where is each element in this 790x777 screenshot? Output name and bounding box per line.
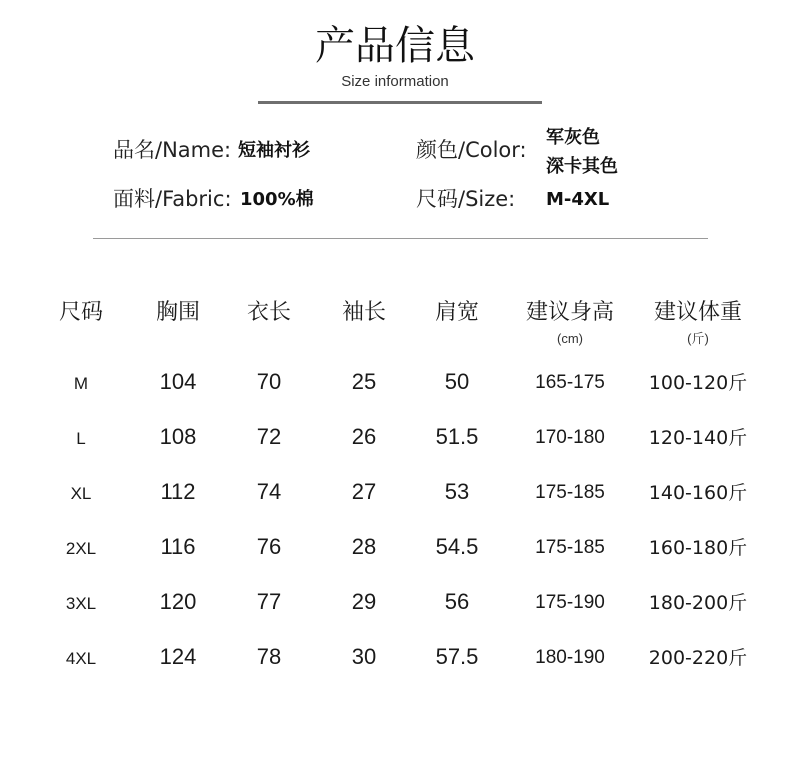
color-value-2: 深卡其色 [546,156,618,177]
fabric-label: 面料/Fabric: [113,187,232,211]
table-cell: 72 [256,424,282,449]
table-cell: 116 [160,534,196,559]
header-height-unit: (cm) [557,331,583,346]
table-cell: 180-200斤 [648,592,748,614]
table-cell: 56 [444,589,470,614]
table-cell: 27 [351,479,377,504]
header-chest: 胸围 [155,300,200,325]
table-cell: 30 [351,644,377,669]
table-cell: 108 [159,424,197,449]
table-cell: 29 [351,589,377,614]
table-cell: 54.5 [435,534,479,559]
table-cell: XL [70,484,92,503]
table-cell: 26 [351,424,377,449]
page-title: 产品信息 [315,23,475,69]
header-shoulder: 肩宽 [434,300,479,325]
name-label: 品名/Name: [113,138,232,162]
name-value: 短袖衬衫 [238,140,310,161]
table-cell: 100-120斤 [648,372,748,394]
table-cell: 104 [159,369,197,394]
size-label: 尺码/Size: [416,187,516,211]
table-cell: 112 [160,479,196,504]
header-sleeve: 袖长 [341,300,386,325]
table-cell: 4XL [65,649,97,668]
table-cell: 170-180 [535,427,605,448]
table-cell: 140-160斤 [648,482,748,504]
color-label: 颜色/Color: [416,138,527,162]
header-weight: 建议体重 [653,300,742,325]
fabric-value: 100%棉 [240,189,314,210]
table-cell: 70 [256,369,282,394]
table-cell: 78 [256,644,282,669]
table-cell: 53 [444,479,470,504]
table-cell: 76 [256,534,282,559]
table-cell: 25 [351,369,377,394]
table-cell: 50 [444,369,470,394]
header-length: 衣长 [246,300,291,325]
table-cell: 57.5 [435,644,479,669]
table-cell: L [76,429,86,448]
table-cell: 51.5 [435,424,479,449]
table-cell: 2XL [65,539,97,558]
header-height: 建议身高 [525,300,614,325]
table-cell: 74 [256,479,282,504]
table-cell: 175-185 [535,537,605,558]
table-cell: 200-220斤 [648,647,748,669]
color-value-1: 军灰色 [546,127,600,148]
size-value: M-4XL [546,189,610,210]
page-subtitle: Size information [341,73,449,90]
header-weight-unit: (斤) [687,331,709,346]
header-size: 尺码 [58,300,103,325]
table-cell: 165-175 [535,372,605,393]
table-cell: 175-190 [535,592,605,613]
table-cell: 28 [351,534,377,559]
table-cell: 120 [159,589,197,614]
table-cell: 3XL [65,594,97,613]
table-cell: 120-140斤 [648,427,748,449]
table-cell: M [73,374,89,393]
table-cell: 160-180斤 [648,537,748,559]
table-cell: 180-190 [535,647,605,668]
table-cell: 175-185 [535,482,605,503]
table-cell: 124 [159,644,197,669]
table-cell: 77 [256,589,282,614]
